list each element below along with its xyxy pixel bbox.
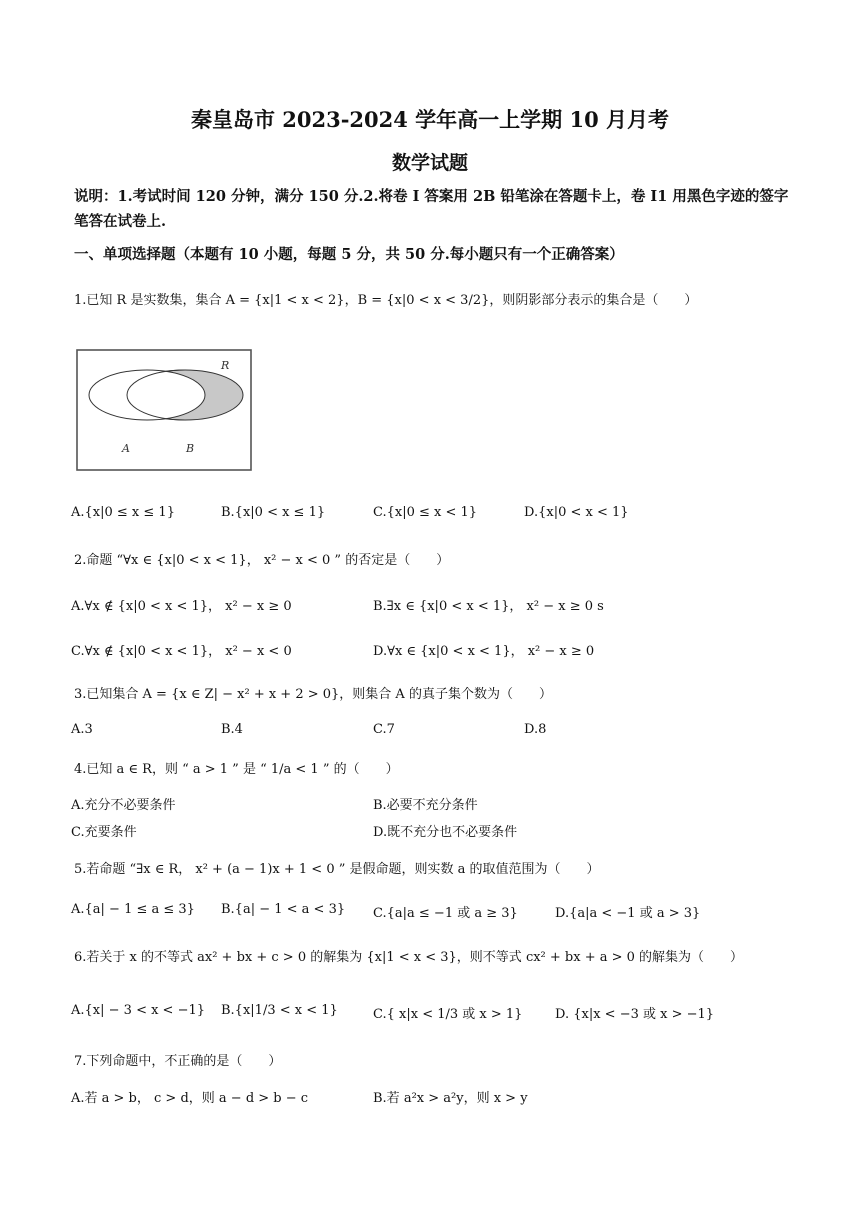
question-7-stem: 7.下列命题中，不正确的是（ ） xyxy=(74,1054,282,1069)
q5-option-c: C.{a|a ≤ −1 或 a ≥ 3} xyxy=(373,906,518,921)
q4-option-d: D.既不充分也不必要条件 xyxy=(373,825,518,840)
question-5-stem: 5.若命题 “∃x ∈ R， x² + (a − 1)x + 1 < 0 ” 是假命题，则实数 a 的取值范围为（ ） xyxy=(74,862,600,877)
q2-option-a: A.∀x ∉ {x|0 < x < 1}， x² − x ≥ 0 xyxy=(71,599,292,614)
q1-option-d: D.{x|0 < x < 1} xyxy=(524,505,629,520)
q5-option-d: D.{a|a < −1 或 a > 3} xyxy=(555,906,701,921)
q3-option-b: B.4 xyxy=(221,722,243,737)
q5-option-a: A.{a| − 1 ≤ a ≤ 3} xyxy=(71,902,195,917)
q7-option-a: A.若 a > b， c > d，则 a − d > b − c xyxy=(71,1091,309,1106)
q7-option-b: B.若 a²x > a²y，则 x > y xyxy=(373,1091,528,1106)
question-6-stem: 6.若关于 x 的不等式 ax² + bx + c > 0 的解集为 {x|1 < x < 3}，则不等式 cx² + bx + a > 0 的解集为（ ） xyxy=(74,950,744,965)
q3-option-d: D.8 xyxy=(524,722,547,737)
q3-option-a: A.3 xyxy=(71,722,93,737)
q6-option-c: C.{ x|x < 1/3 或 x > 1} xyxy=(373,1007,523,1022)
q6-option-a: A.{x| − 3 < x < −1} xyxy=(71,1003,206,1018)
q3-option-c: C.7 xyxy=(373,722,395,737)
label-r: R xyxy=(221,359,230,372)
question-3-stem: 3.已知集合 A = {x ∈ Z| − x² + x + 2 > 0}，则集合 A 的真子集个数为（ ） xyxy=(74,687,552,702)
label-a: A xyxy=(122,442,130,455)
q6-option-d: D. {x|x < −3 或 x > −1} xyxy=(555,1007,715,1022)
instructions: 说明：1.考试时间 120 分钟，满分 150 分.2.将卷 I 答案用 2B 铅笔涂在答题卡上，卷 I1 用黑色字迹的签字笔答在试卷上. xyxy=(74,188,789,230)
venn-diagram xyxy=(76,349,252,471)
q6-option-b: B.{x|1/3 < x < 1} xyxy=(221,1003,338,1018)
section-heading: 一、单项选择题（本题有 10 小题，每题 5 分，共 50 分.每小题只有一个正确答案） xyxy=(74,246,624,263)
q1-option-b: B.{x|0 < x ≤ 1} xyxy=(221,505,326,520)
question-4-stem: 4.已知 a ∈ R，则 “ a > 1 ” 是 “ 1/a < 1 ” 的（ ） xyxy=(74,762,399,777)
label-b: B xyxy=(186,442,195,455)
q5-option-b: B.{a| − 1 < a < 3} xyxy=(221,902,346,917)
q1-option-a: A.{x|0 ≤ x ≤ 1} xyxy=(71,505,175,520)
q1-option-c: C.{x|0 ≤ x < 1} xyxy=(373,505,478,520)
q2-option-b: B.∃x ∈ {x|0 < x < 1}， x² − x ≥ 0 s xyxy=(373,599,604,614)
q4-option-a: A.充分不必要条件 xyxy=(71,798,176,813)
exam-title: 秦皇岛市 2023-2024 学年高一上学期 10 月月考 xyxy=(190,107,670,132)
q2-option-c: C.∀x ∉ {x|0 < x < 1}， x² − x < 0 xyxy=(71,644,292,659)
q2-option-d: D.∀x ∈ {x|0 < x < 1}， x² − x ≥ 0 xyxy=(373,644,595,659)
q4-option-c: C.充要条件 xyxy=(71,825,137,840)
question-1-stem: 1.已知 R 是实数集，集合 A = {x|1 < x < 2}，B = {x|0 < x < 3/2}，则阴影部分表示的集合是（ ） xyxy=(74,293,698,308)
set-a-ellipse xyxy=(89,370,205,420)
exam-subtitle: 数学试题 xyxy=(391,152,468,174)
question-2-stem: 2.命题 “∀x ∈ {x|0 < x < 1}， x² − x < 0 ” 的否定是（ ） xyxy=(74,553,450,568)
q4-option-b: B.必要不充分条件 xyxy=(373,798,478,813)
